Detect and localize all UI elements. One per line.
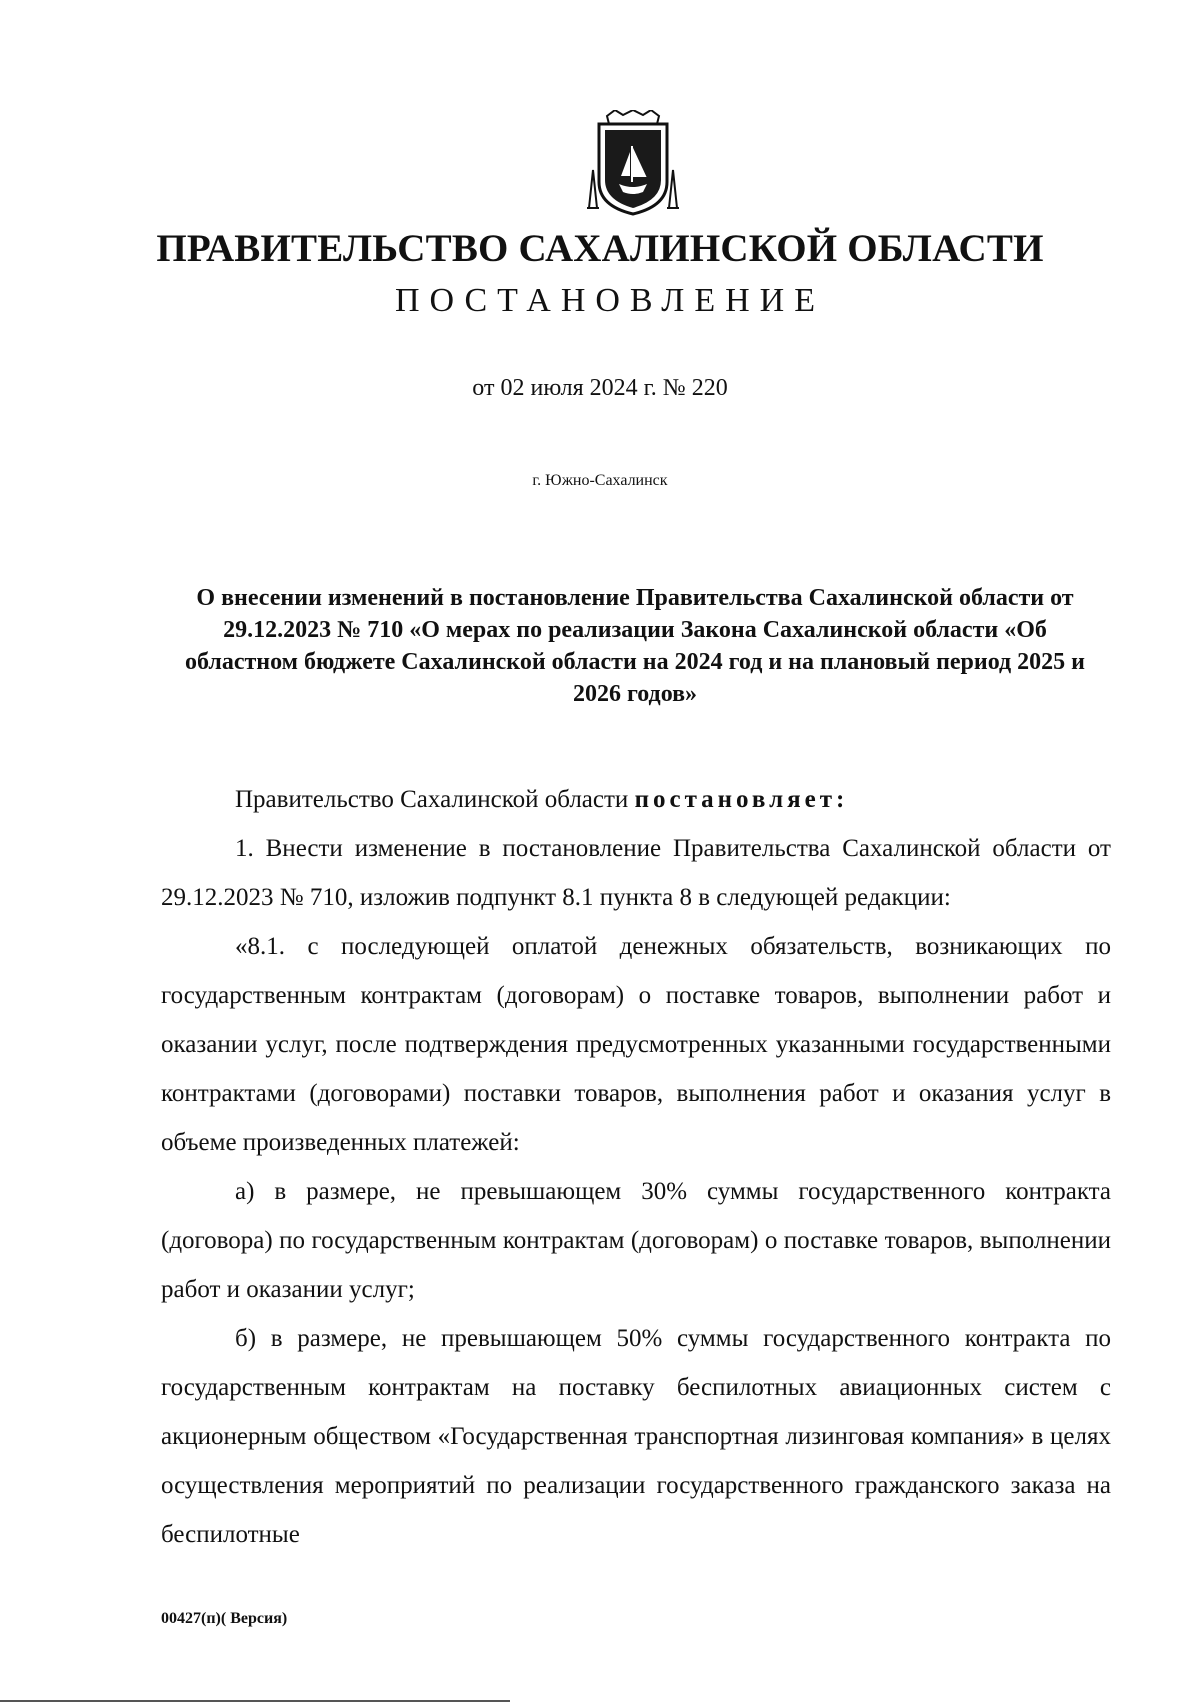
- document-code: 00427(п)( Версия): [161, 1610, 288, 1627]
- government-title: ПРАВИТЕЛЬСТВО САХАЛИНСКОЙ ОБЛАСТИ: [156, 227, 1044, 270]
- body-paragraph: 1. Внести изменение в постановление Правительства Сахалинской области от 29.12.2023 № 710, изложив подпункт 8.1 пункта 8 в следующей редакции:: [161, 835, 1111, 911]
- scan-edge-line: [0, 1700, 510, 1702]
- intro-text: Правительство Сахалинской области: [235, 786, 635, 813]
- document-date-number: от 02 июля 2024 г. № 220: [472, 375, 728, 401]
- intro-paragraph: [161, 775, 1111, 824]
- document-body: [161, 775, 1111, 1559]
- intro-verb: постановляет:: [634, 786, 849, 813]
- document-type: ПОСТАНОВЛЕНИЕ: [394, 282, 826, 319]
- body-paragraph: «8.1. с последующей оплатой денежных обязательств, возникающих по государственным контрактам (договорам) о поставке товаров, выполнении работ и оказании услуг, после подтверждения предусмотренных указанными государственными контрактами (договорами) поставки товаров, выполнения работ и оказания услуг в объеме произведенных платежей:: [161, 933, 1111, 1156]
- coat-of-arms-icon: [585, 110, 681, 216]
- body-paragraph: б) в размере, не превышающем 50% суммы государственного контракта по государственным контрактам на поставку беспилотных авиационных систем с акционерным обществом «Государственная транспортная лизинговая компания» в целях осуществления мероприятий по реализации государственного гражданского заказа на беспилотные: [161, 1325, 1111, 1548]
- document-city: г. Южно-Сахалинск: [532, 472, 668, 489]
- document-subject: О внесении изменений в постановление Правительства Сахалинской области от 29.12.2023 № 710 «О мерах по реализации Закона Сахалинской области «Об областном бюджете Сахалинской области на 2024 год и на плановый период 2025 и 2026 годов»: [184, 585, 1085, 707]
- body-paragraph: а) в размере, не превышающем 30% суммы государственного контракта (договора) по государственным контрактам (договорам) о поставке товаров, выполнении работ и оказании услуг;: [161, 1178, 1111, 1303]
